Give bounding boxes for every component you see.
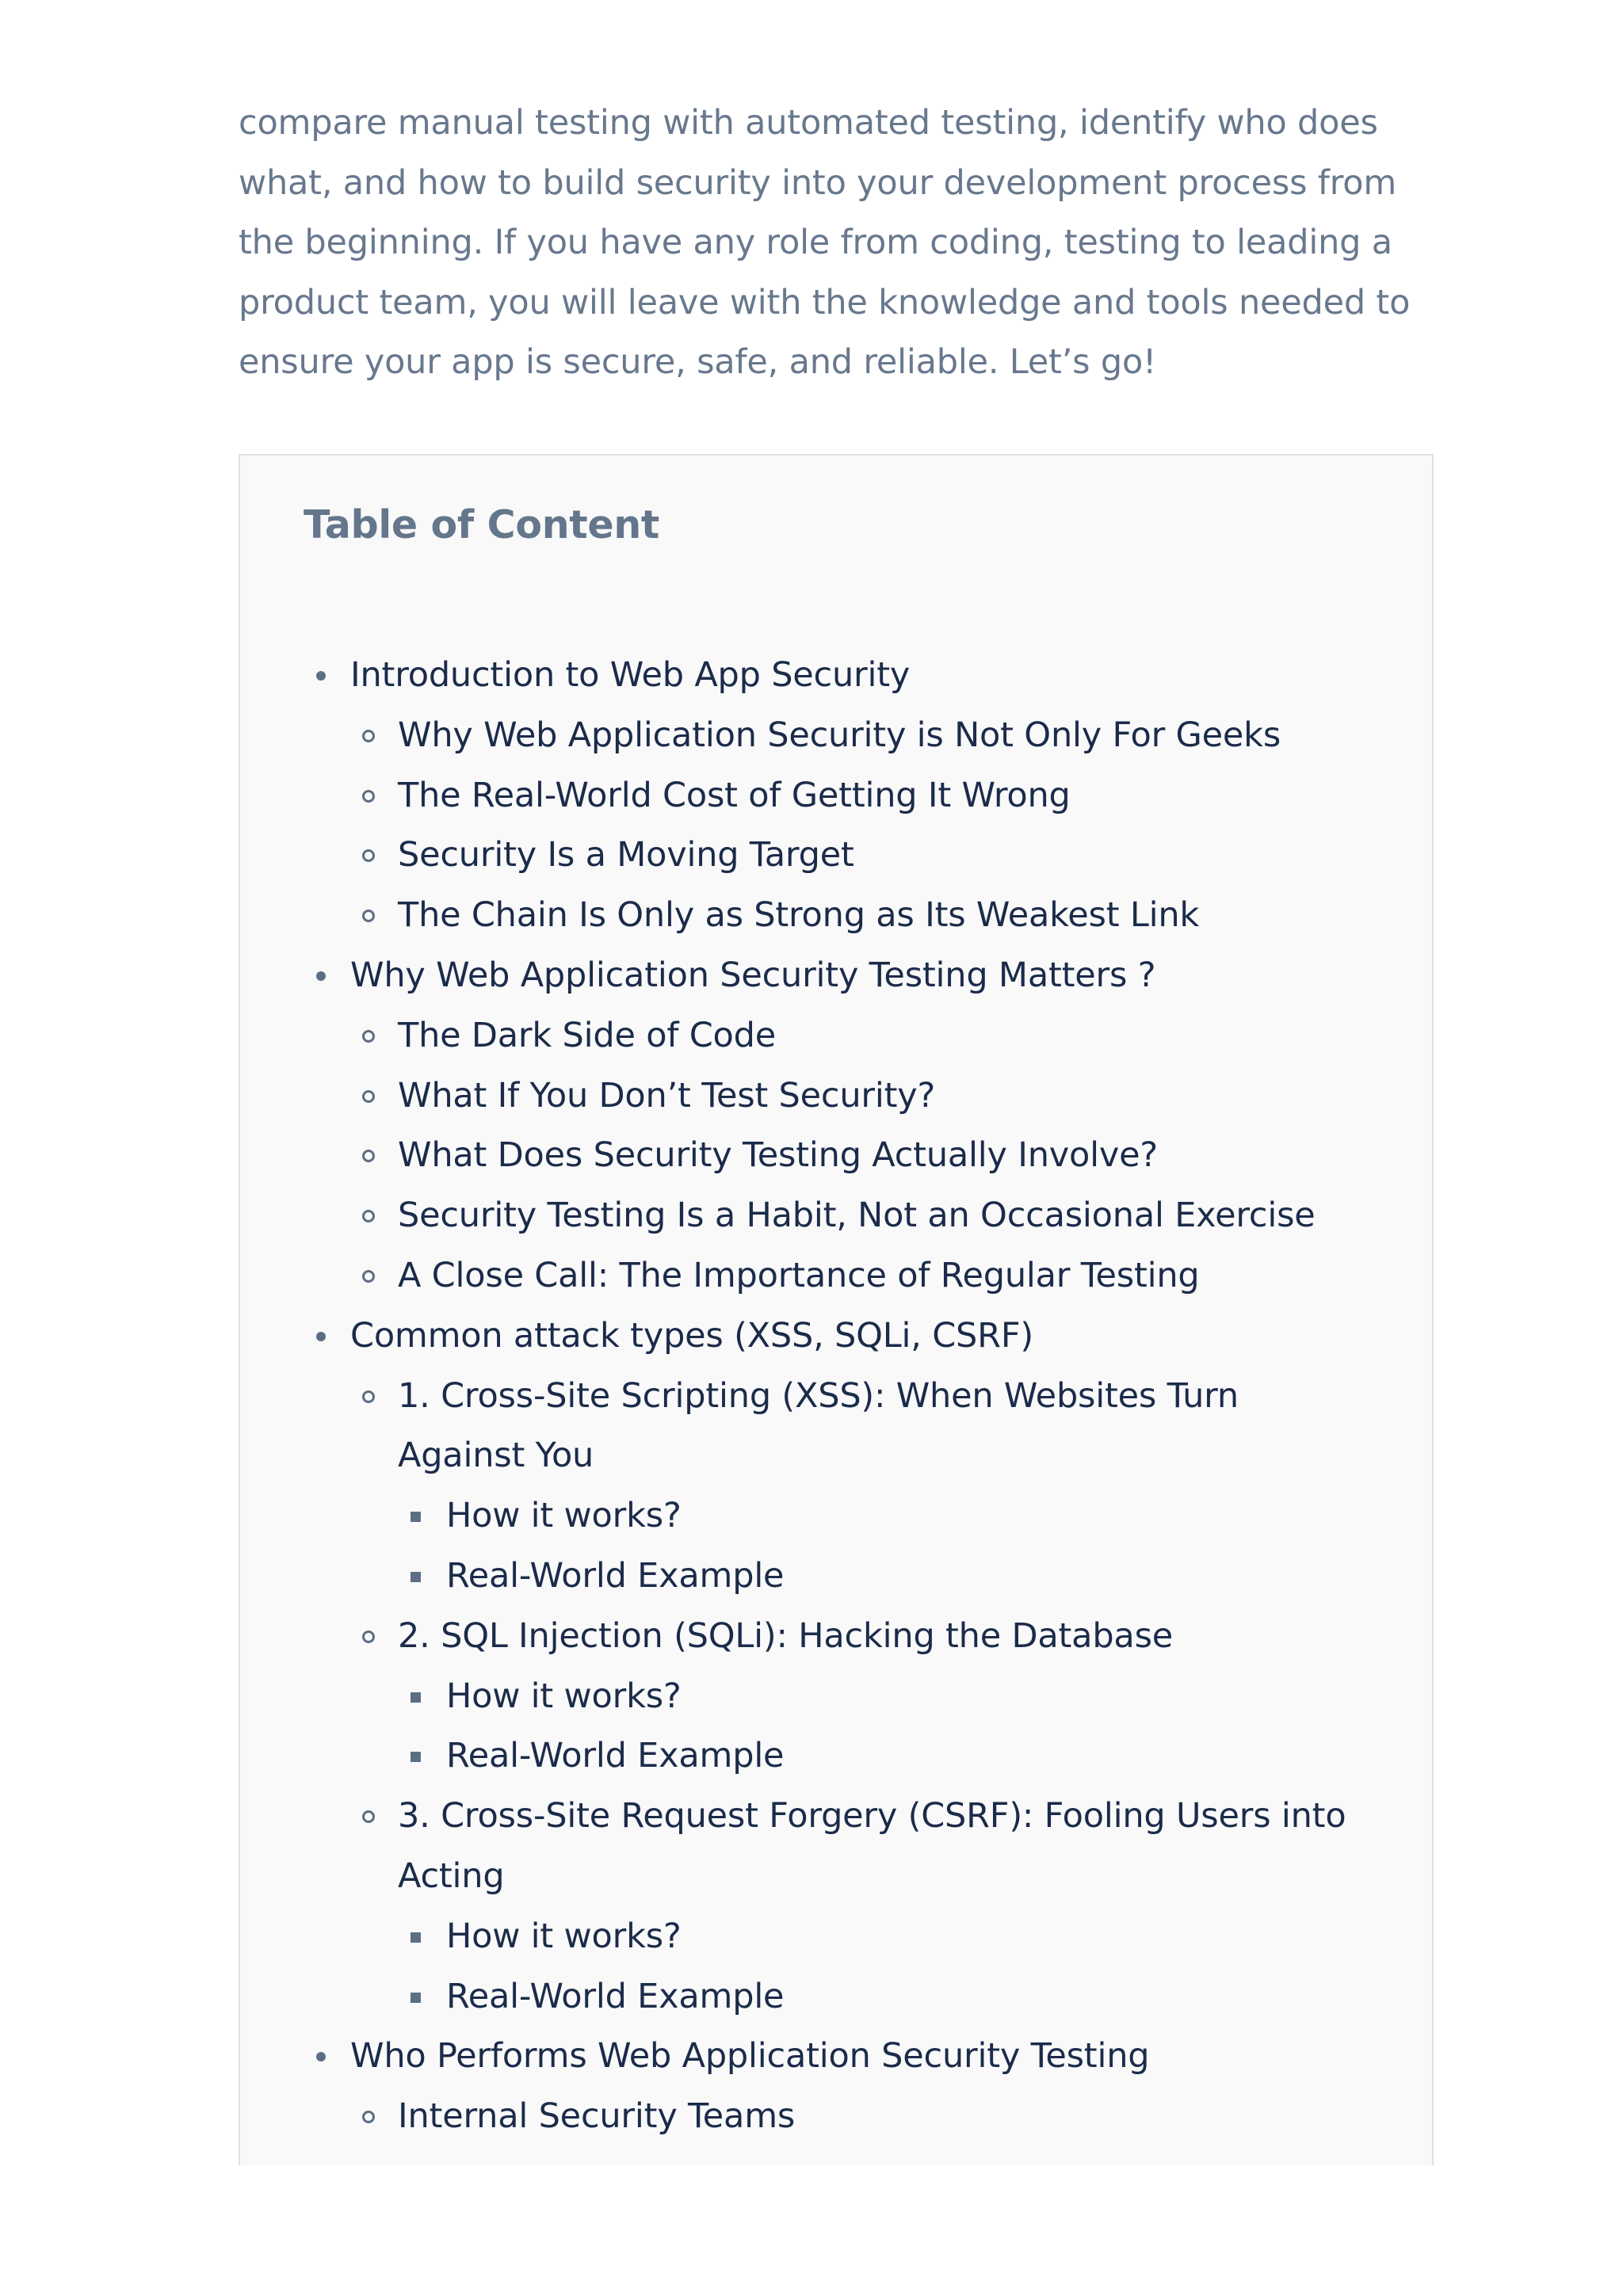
- toc-item: [240, 1547, 1434, 1607]
- toc-item: [240, 1486, 1434, 1547]
- toc-link[interactable]: 1. Cross-Site Scripting (XSS): When Websites Turn Against You: [398, 1375, 1239, 1476]
- bullet-circle-icon: [362, 2111, 375, 2123]
- toc-item: [240, 766, 1434, 826]
- toc-item: [240, 826, 1434, 886]
- toc-link[interactable]: Security Is a Moving Target: [398, 835, 854, 875]
- toc-link[interactable]: How it works?: [446, 1676, 682, 1716]
- toc-item: [240, 1787, 1434, 1907]
- toc-title: Table of Content: [304, 502, 660, 547]
- toc-item: [240, 1066, 1434, 1127]
- toc-item: [240, 1967, 1434, 2027]
- toc-link[interactable]: Real-World Example: [446, 1736, 785, 1776]
- toc-item: [240, 1306, 1434, 1367]
- bullet-disc-icon: [316, 671, 326, 681]
- bullet-circle-icon: [362, 730, 375, 742]
- toc-link[interactable]: Who Performs Web Application Security Testing: [350, 2036, 1150, 2077]
- toc-item: [240, 1246, 1434, 1306]
- toc-item: [240, 1367, 1434, 1487]
- bullet-circle-icon: [362, 1270, 375, 1283]
- toc-link[interactable]: 3. Cross-Site Request Forgery (CSRF): Fooling Users into Acting: [398, 1796, 1346, 1896]
- bullet-circle-icon: [362, 790, 375, 803]
- toc-item: [240, 2027, 1434, 2087]
- toc-link[interactable]: How it works?: [446, 1916, 682, 1956]
- toc-item: [240, 1006, 1434, 1066]
- bullet-circle-icon: [362, 1810, 375, 1823]
- toc-link[interactable]: Why Web Application Security is Not Only For Geeks: [398, 715, 1281, 755]
- toc-link[interactable]: The Dark Side of Code: [398, 1015, 777, 1055]
- bullet-square-icon: [411, 1512, 421, 1522]
- toc-list: [240, 646, 1434, 2147]
- intro-paragraph: compare manual testing with automated testing, identify who does what, and how to build security into your development process from the beginning. If you have any role from coding, testing to leading a product team, you will leave with the knowledge and tools needed to ensure your app is secure, safe, and reliable. Let’s go!: [239, 103, 1411, 382]
- toc-item: [240, 1126, 1434, 1186]
- bullet-disc-icon: [316, 971, 326, 981]
- toc-link[interactable]: Real-World Example: [446, 1976, 785, 2016]
- bullet-circle-icon: [362, 1090, 375, 1103]
- bullet-circle-icon: [362, 1150, 375, 1162]
- bullet-circle-icon: [362, 849, 375, 862]
- bullet-square-icon: [411, 1692, 421, 1703]
- toc-item: [240, 1667, 1434, 1727]
- toc-item: [240, 886, 1434, 946]
- toc-item: [240, 946, 1434, 1006]
- bullet-circle-icon: [362, 910, 375, 922]
- table-of-contents: [239, 454, 1434, 2165]
- toc-link[interactable]: 2. SQL Injection (SQLi): Hacking the Database: [398, 1615, 1174, 1656]
- toc-item: [240, 2087, 1434, 2147]
- toc-item: [240, 1186, 1434, 1246]
- toc-item: [240, 646, 1434, 706]
- bullet-square-icon: [411, 1752, 421, 1762]
- bullet-square-icon: [411, 1932, 421, 1943]
- toc-link[interactable]: The Chain Is Only as Strong as Its Weakest Link: [398, 895, 1200, 936]
- toc-link[interactable]: Internal Security Teams: [398, 2096, 796, 2137]
- toc-item: [240, 1607, 1434, 1667]
- toc-item: [240, 1726, 1434, 1787]
- toc-link[interactable]: Introduction to Web App Security: [350, 655, 911, 695]
- toc-link[interactable]: Real-World Example: [446, 1555, 785, 1596]
- bullet-circle-icon: [362, 1210, 375, 1222]
- toc-link[interactable]: How it works?: [446, 1496, 682, 1536]
- toc-link[interactable]: What If You Don’t Test Security?: [398, 1075, 936, 1116]
- bullet-circle-icon: [362, 1390, 375, 1403]
- bullet-circle-icon: [362, 1030, 375, 1043]
- toc-item: [240, 706, 1434, 766]
- toc-link[interactable]: A Close Call: The Importance of Regular Testing: [398, 1255, 1200, 1295]
- bullet-circle-icon: [362, 1630, 375, 1643]
- toc-link[interactable]: Why Web Application Security Testing Matters ?: [350, 955, 1156, 995]
- toc-link[interactable]: Common attack types (XSS, SQLi, CSRF): [350, 1315, 1033, 1356]
- bullet-disc-icon: [316, 1332, 326, 1341]
- bullet-square-icon: [411, 1993, 421, 2003]
- toc-item: [240, 1907, 1434, 1967]
- toc-link[interactable]: What Does Security Testing Actually Involve?: [398, 1135, 1159, 1176]
- bullet-disc-icon: [316, 2052, 326, 2061]
- bullet-square-icon: [411, 1572, 421, 1582]
- toc-link[interactable]: Security Testing Is a Habit, Not an Occasional Exercise: [398, 1196, 1316, 1236]
- toc-link[interactable]: The Real-World Cost of Getting It Wrong: [398, 775, 1071, 815]
